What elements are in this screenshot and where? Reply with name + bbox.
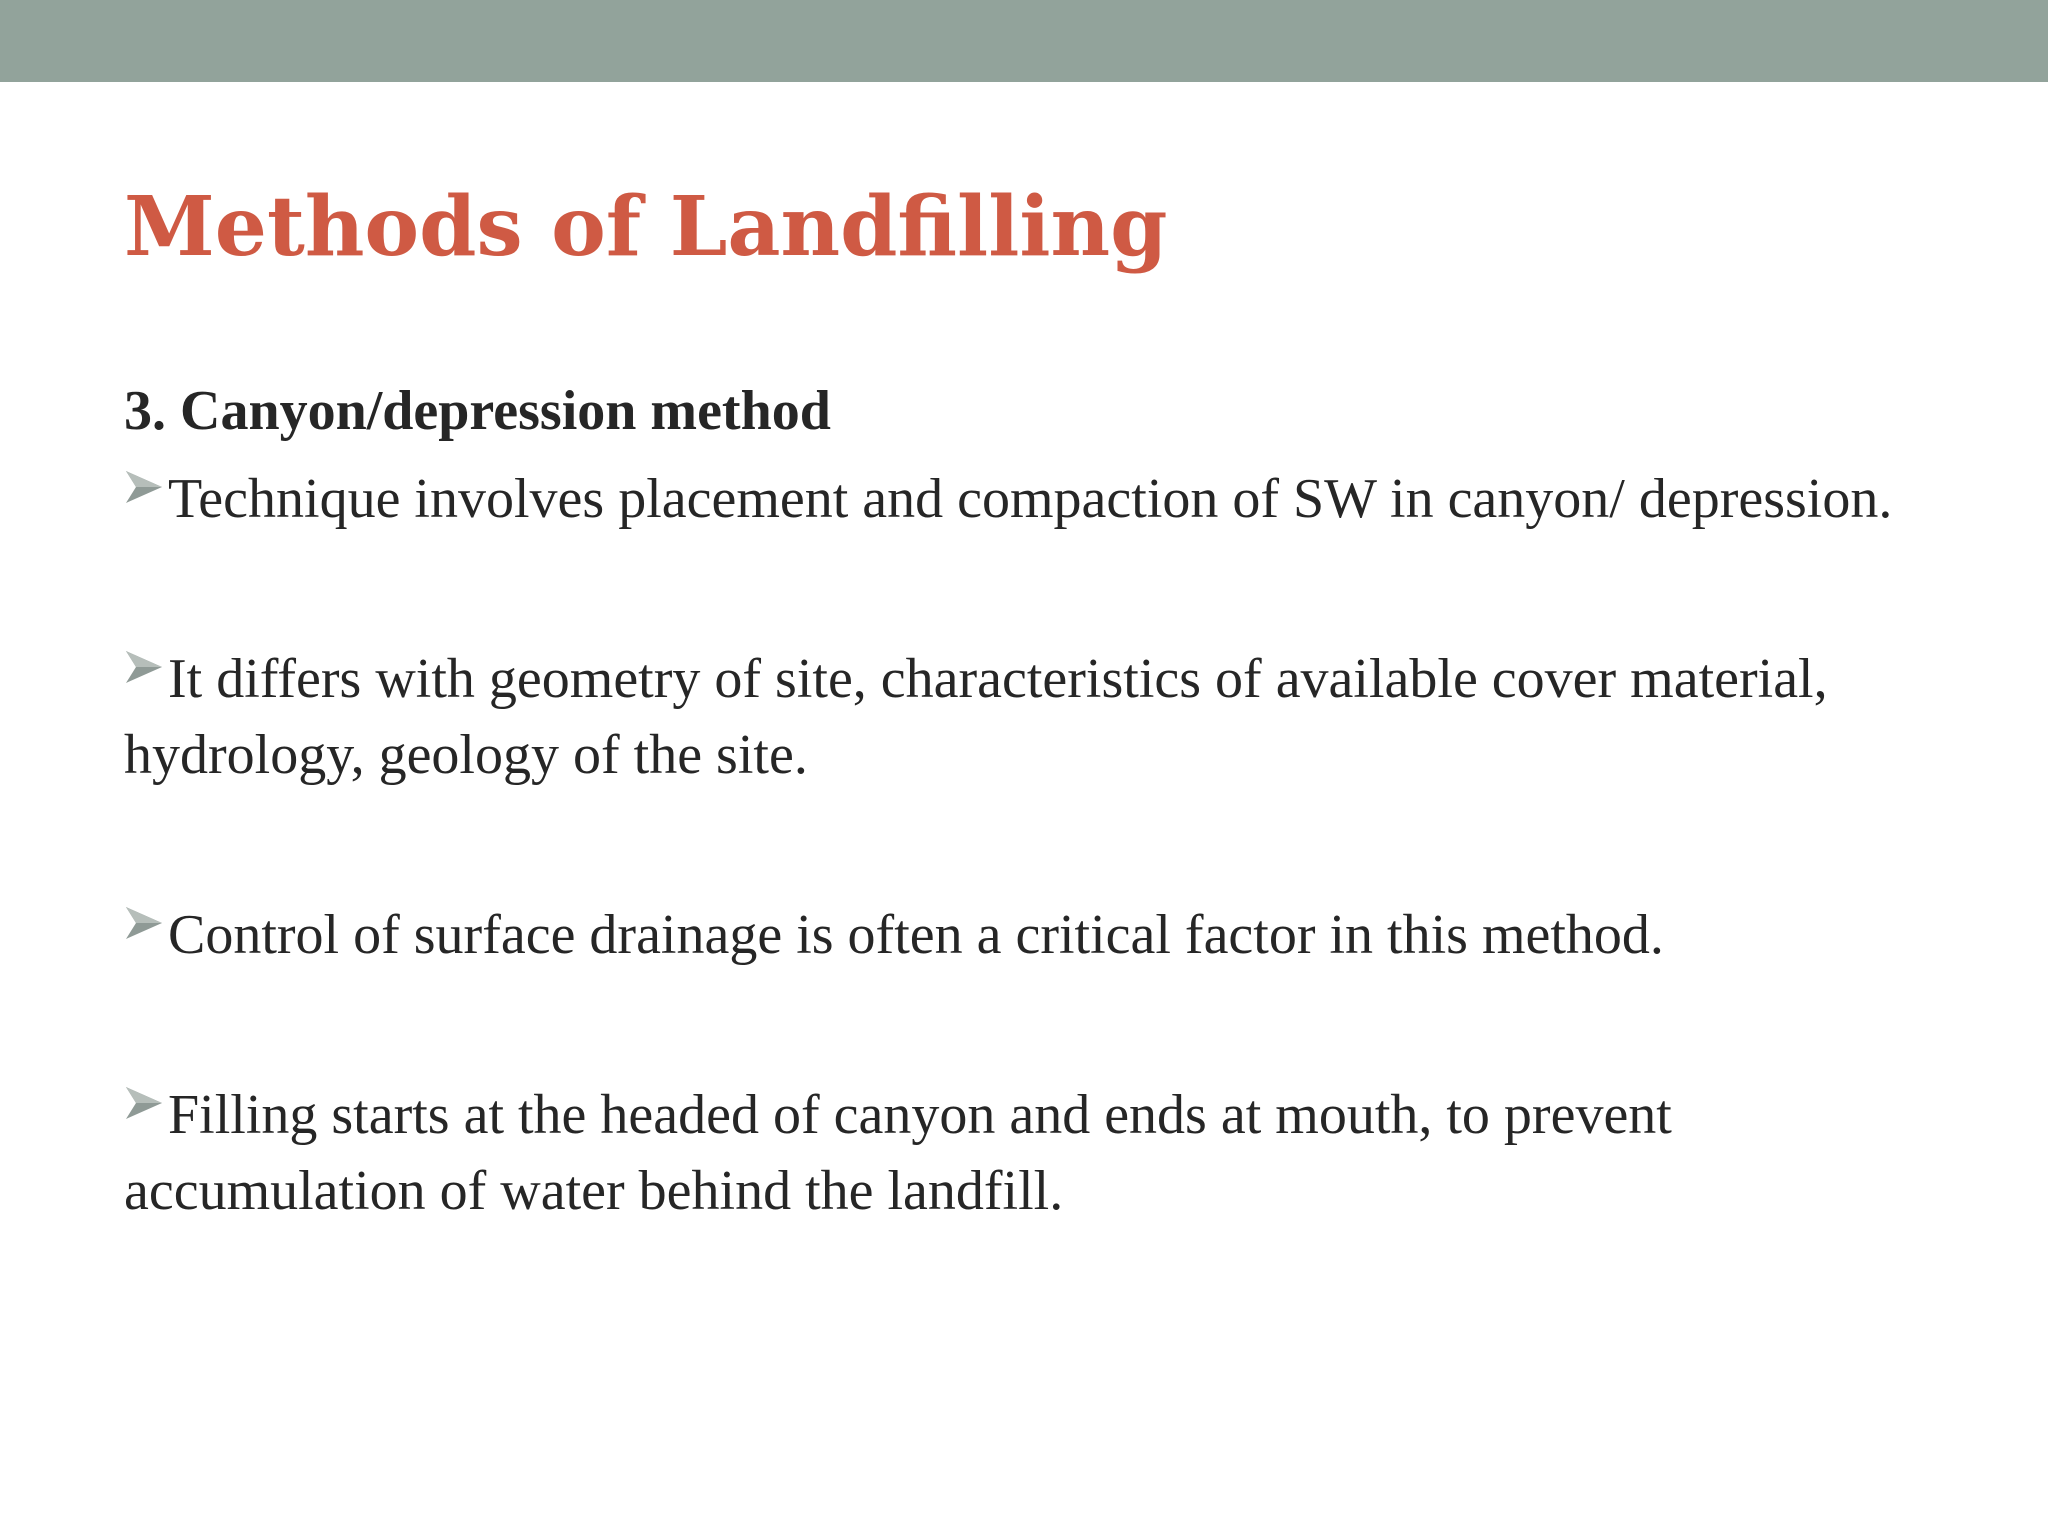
bullet-text: Technique involves placement and compaction of SW in canyon/ depression. <box>168 468 1893 530</box>
arrowhead-bullet-icon <box>124 647 164 687</box>
arrowhead-bullet-icon <box>124 903 164 943</box>
bullet-text: Filling starts at the headed of canyon and ends at mouth, to prevent accumulation of water behind the landfill. <box>124 1084 1672 1222</box>
arrowhead-bullet-icon <box>124 467 164 507</box>
section-subheading: 3. Canyon/depression method <box>124 380 831 442</box>
header-band <box>0 0 2048 82</box>
bullet-item <box>124 897 1964 973</box>
bullet-text: It differs with geometry of site, characteristics of available cover material, hydrology, geology of the site. <box>124 648 1828 786</box>
bullet-text: Control of surface drainage is often a critical factor in this method. <box>168 904 1664 966</box>
bullet-item <box>124 1077 1964 1229</box>
bullet-item <box>124 461 1964 537</box>
arrowhead-bullet-icon <box>124 1083 164 1123</box>
slide-title: Methods of Landfilling <box>124 179 1168 275</box>
slide-content <box>124 375 1964 1229</box>
bullet-item <box>124 641 1964 793</box>
